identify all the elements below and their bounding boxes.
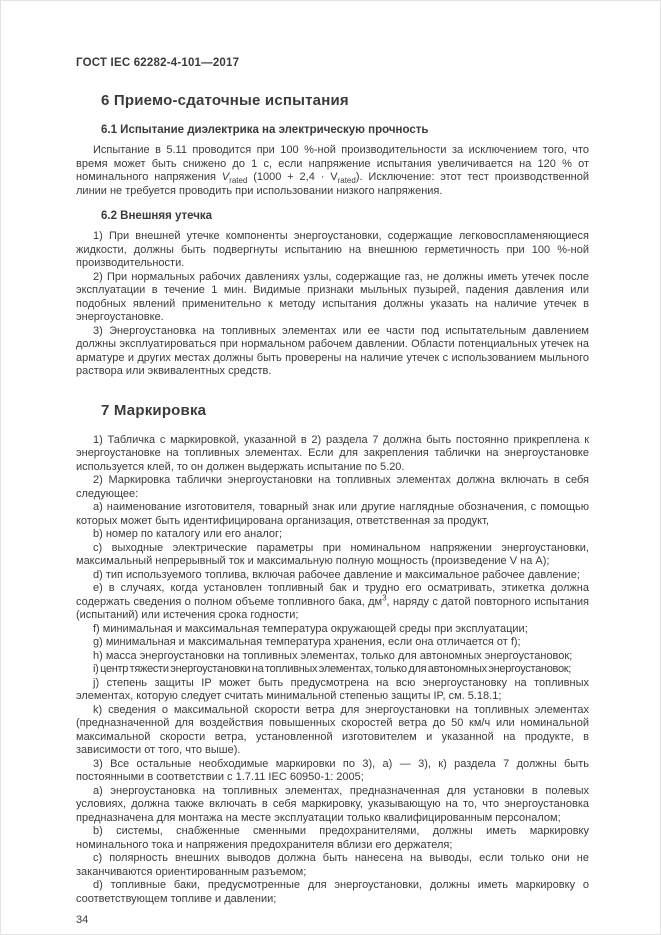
- paragraph-6-2-item-2: 2) При нормальных рабочих давлениях узлы, содержащие газ, не должны иметь утечек после эксплуатации в течение 1 мин. Видимые признаки мыльных пузырей, падения давления или подобных явлений применительно к методу испытания должны указать на наличие утечек в энергоустановке.: [76, 270, 589, 323]
- paragraph-7-item-3b: b) системы, снабженные сменными предохранителями, должны иметь маркировку номинального тока и напряжения предохранителя вблизи его держателя;: [76, 825, 589, 851]
- paragraph-7-item-2d: d) тип используемого топлива, включая рабочее давление и максимальное рабочее давление;: [93, 568, 580, 581]
- document-blocks: [76, 92, 589, 906]
- paragraph-7-item-2i: i) центр тяжести энергоустановки на топливных элементах, только для автономных энергоустановок;: [93, 663, 572, 675]
- paragraph-6-2-item-1: 1) При внешней утечке компоненты энергоустановки, содержащие легковоспламеняющиеся жидкости, должны быть подвергнуты испытанию на внешнюю герметичность при 100 %-ной производительности.: [76, 230, 589, 269]
- section-6-1-heading: 6.1 Испытание диэлектрика на электрическую прочность: [101, 124, 429, 136]
- paragraph-7-item-3c: c) полярность внешних выводов должна быть нанесена на выводы, если только они не заканчиваются ориентированным разъемом;: [76, 852, 589, 878]
- paragraph-7-item-3d: d) топливные баки, предусмотренные для энергоустановки, должны иметь маркировку о соответствующем топливе и давлении;: [76, 879, 589, 905]
- section-6-heading: 6 Приемо-сдаточные испытания: [101, 92, 349, 109]
- page-number: 34: [76, 914, 89, 926]
- paragraph-7-item-2g: g) минимальная и максимальная температура хранения, если она отличается от f);: [93, 636, 521, 648]
- paragraph-7-item-2c: c) выходные электрические параметры при номинальном напряжении энергоустановки, максимальный непрерывный ток и максимальную полную мощность (произведение V на A);: [76, 541, 589, 567]
- section-7-heading: 7 Маркировка: [101, 401, 207, 419]
- paragraph-7-item-2a: a) наименование изготовителя, товарный знак или другие наглядные обозначения, с помощью которых может быть идентифицирована организация, ответственная за продукт,: [76, 501, 589, 527]
- paragraph-7-item-3: 3) Все остальные необходимые маркировки по 3), а) — 3), к) раздела 7 должны быть постоянными в соответствии с 1.7.11 IEC 60950-1: 2005;: [76, 757, 589, 783]
- paragraph-7-item-2h: h) масса энергоустановки на топливных элементах, только для автономных энергоустановок;: [93, 649, 573, 662]
- paragraph-7-item-2k: k) сведения о максимальной скорости ветра для энергоустановки на топливных элементах (предназначенной для воздействия повышенных скоростей ветра до 50 км/ч или номинальной максимальной скорости ветра, установленной изготовителем и указанной на продукте, в зависимости от того, что выше).: [76, 703, 589, 756]
- document-header: ГОСТ IEC 62282-4-101—2017: [76, 57, 240, 69]
- paragraph-7-item-2f: f) минимальная и максимальная температура окружающей среды при эксплуатации;: [93, 622, 528, 635]
- paragraph-7-item-1: 1) Табличка с маркировкой, указанной в 2) раздела 7 должна быть постоянно прикреплена к энергоустановке на топливных элементах. Если для закрепления таблички на энергоустановке используется клей, то он должен выдержать испытание по 5.20.: [76, 433, 589, 473]
- paragraph-7-item-2j: j) степень защиты IP может быть предусмотрена на всю энергоустановку на топливных элементах, которую следует считать минимальной степенью защиты IP, см. 5.18.1;: [76, 676, 589, 702]
- paragraph-6-2-item-3: 3) Энергоустановка на топливных элементах или ее части под испытательным давлением должны эксплуатироваться при нормальном рабочем давлении. Области потенциальных утечек на арматуре и других местах должны быть проверены на наличие утечек с использованием мыльного раствора или эквивалентных средств.: [76, 324, 589, 377]
- section-6-2-heading: 6.2 Внешняя утечка: [101, 210, 213, 222]
- paragraph-7-item-2e: e) в случаях, когда установлен топливный бак и трудно его осматривать, этикетка должна содержать сведения о полном объеме топливного бака, $дм^3$, наряду с датой повторного испытания (испытаний) или истечения срока годности;: [76, 582, 589, 621]
- paragraph-6-1: Испытание в 5.11 проводится при 100 %-ной производительности за исключением того, что время может быть снижено до 1 с, если напряжение испытания увеличивается на 120 % от номинального напряжения $V_{rated}$ $(1000 + 2,4 \cdot V_{rated})$. Исключение: этот тест производственной линии не требуется проводить при использовании низкого напряжения.: [76, 144, 589, 197]
- paragraph-7-item-2b: b) номер по каталогу или его аналог;: [93, 528, 283, 540]
- paragraph-7-item-2: 2) Маркировка таблички энергоустановки на топливных элементах должна включать в себя следующее:: [76, 474, 589, 500]
- paragraph-7-item-3a: a) энергоустановка на топливных элементах, предназначенная для установки в полевых условиях, должна также включать в себя маркировку, указывающую на то, что энергоустановка предназначена для монтажа на месте эксплуатации только квалифицированным персоналом;: [76, 784, 589, 824]
